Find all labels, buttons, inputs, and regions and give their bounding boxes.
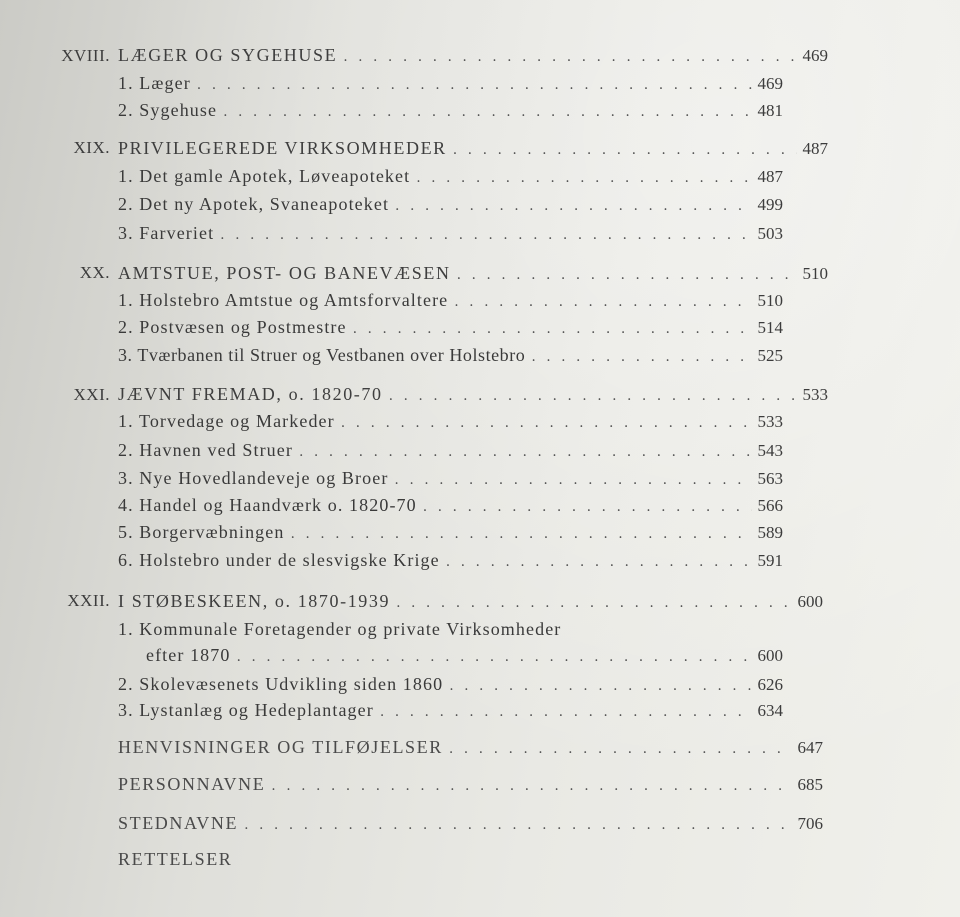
- appendix-entry: [118, 846, 823, 872]
- appendix-entry: [118, 734, 823, 760]
- toc-entry: [118, 547, 783, 573]
- page-number: 600: [797, 592, 823, 611]
- dot-leader: [423, 494, 752, 520]
- dot-leader: [343, 44, 796, 70]
- page-number: 566: [757, 496, 783, 515]
- entry-label: 1. Kommunale Foretagender og private Virksomheder: [118, 619, 562, 639]
- dot-leader: [395, 193, 751, 219]
- section-heading: [118, 135, 828, 161]
- entry-label: 2. Det ny Apotek, Svaneapoteket: [118, 194, 390, 214]
- dot-leader: [341, 410, 752, 436]
- page-number: 510: [757, 291, 783, 310]
- entry-label: 5. Borgervæbningen: [118, 522, 285, 542]
- toc-entry: [118, 314, 783, 340]
- page-number: 600: [757, 646, 783, 665]
- entry-label: 2. Sygehuse: [118, 100, 218, 120]
- entry-label: 3. Nye Hovedlandeveje og Broer: [118, 468, 389, 488]
- toc-entry: [118, 492, 783, 518]
- section-number: XIX.: [73, 138, 110, 157]
- section-title: JÆVNT FREMAD, o. 1820-70: [118, 384, 383, 404]
- dot-leader: [223, 99, 751, 125]
- section-title: I STØBESKEEN, o. 1870-1939: [118, 591, 391, 611]
- page-number: 563: [757, 469, 783, 488]
- entry-label: 1. Holstebro Amtstue og Amtsforvaltere: [118, 290, 449, 310]
- entry-label: 3. Farveriet: [118, 223, 215, 243]
- dot-leader: [531, 344, 751, 370]
- section-heading: [118, 260, 828, 286]
- section-title: PRIVILEGEREDE VIRKSOMHEDER: [118, 138, 447, 158]
- section-heading: [118, 381, 828, 407]
- page-number: 525: [757, 346, 783, 365]
- dot-leader: [449, 736, 792, 762]
- section-number: XX.: [79, 263, 110, 282]
- dot-leader: [290, 521, 751, 547]
- toc-entry: [118, 437, 783, 463]
- toc-entry: [118, 408, 783, 434]
- entry-label: 3. Lystanlæg og Hedeplantager: [118, 700, 374, 720]
- toc-entry: [118, 519, 783, 545]
- entry-label: 2. Havnen ved Struer: [118, 440, 293, 460]
- toc-entry: [118, 70, 783, 96]
- dot-leader: [220, 222, 751, 248]
- toc-entry: [118, 342, 783, 368]
- page-number: 533: [802, 385, 828, 404]
- page-number: 487: [802, 139, 828, 158]
- appendix-entry: [118, 810, 823, 836]
- page-number: 503: [757, 224, 783, 243]
- dot-leader: [389, 383, 797, 409]
- page-number: 685: [797, 775, 823, 794]
- section-number: XXI.: [73, 385, 110, 404]
- dot-leader: [236, 644, 751, 670]
- page-number: 543: [757, 441, 783, 460]
- toc-entry-continuation: [146, 642, 783, 668]
- dot-leader: [299, 439, 752, 465]
- page-number: 533: [757, 412, 783, 431]
- section-title: LÆGER OG SYGEHUSE: [118, 45, 338, 65]
- toc-entry: [118, 220, 783, 246]
- toc-entry: [118, 697, 783, 723]
- dot-leader: [416, 165, 751, 191]
- section-title: AMTSTUE, POST- OG BANEVÆSEN: [118, 263, 451, 283]
- toc-entry: [118, 97, 783, 123]
- toc-entry: [118, 671, 783, 697]
- toc-entry: [118, 163, 783, 189]
- dot-leader: [449, 673, 751, 699]
- page-number: 634: [757, 701, 783, 720]
- toc-entry: [118, 287, 783, 313]
- entry-label: 1. Torvedage og Markeder: [118, 411, 335, 431]
- dot-leader: [457, 262, 797, 288]
- section-number: XVIII.: [61, 46, 110, 65]
- dot-leader: [244, 812, 791, 838]
- page-number: 589: [757, 523, 783, 542]
- page-number: 499: [757, 195, 783, 214]
- entry-label: 1. Læger: [118, 73, 191, 93]
- dot-leader: [396, 590, 791, 616]
- page-number: 469: [757, 74, 783, 93]
- page-number: 514: [757, 318, 783, 337]
- section-heading: [118, 588, 823, 614]
- entry-label: efter 1870: [146, 645, 231, 665]
- dot-leader: [453, 137, 797, 163]
- entry-label: 4. Handel og Haandværk o. 1820-70: [118, 495, 417, 515]
- appendix-title: RETTELSER: [118, 849, 233, 869]
- dot-leader: [394, 467, 751, 493]
- dot-leader: [446, 549, 752, 575]
- appendix-title: STEDNAVNE: [118, 813, 239, 833]
- toc-entry: [118, 616, 783, 642]
- appendix-title: HENVISNINGER OG TILFØJELSER: [118, 737, 443, 757]
- dot-leader: [454, 289, 751, 315]
- page-number: 647: [797, 738, 823, 757]
- toc-entry: [118, 465, 783, 491]
- page-number: 469: [802, 46, 828, 65]
- entry-label: 2. Skolevæsenets Udvikling siden 1860: [118, 674, 444, 694]
- dot-leader: [380, 699, 752, 725]
- dot-leader: [197, 72, 752, 98]
- dot-leader: [353, 316, 752, 342]
- entry-label: 3. Tværbanen til Struer og Vestbanen over Holstebro: [118, 345, 526, 365]
- page-number: 510: [802, 264, 828, 283]
- appendix-title: PERSONNAVNE: [118, 774, 266, 794]
- page-number: 706: [797, 814, 823, 833]
- entry-label: 2. Postvæsen og Postmestre: [118, 317, 347, 337]
- page-number: 626: [757, 675, 783, 694]
- page-number: 591: [757, 551, 783, 570]
- appendix-entry: [118, 771, 823, 797]
- entry-label: 6. Holstebro under de slesvigske Krige: [118, 550, 440, 570]
- page-number: 487: [757, 167, 783, 186]
- toc-entry: [118, 191, 783, 217]
- section-number: XXII.: [67, 591, 110, 610]
- section-heading: [118, 42, 828, 68]
- entry-label: 1. Det gamle Apotek, Løveapoteket: [118, 166, 411, 186]
- dot-leader: [271, 773, 791, 799]
- page-number: 481: [757, 101, 783, 120]
